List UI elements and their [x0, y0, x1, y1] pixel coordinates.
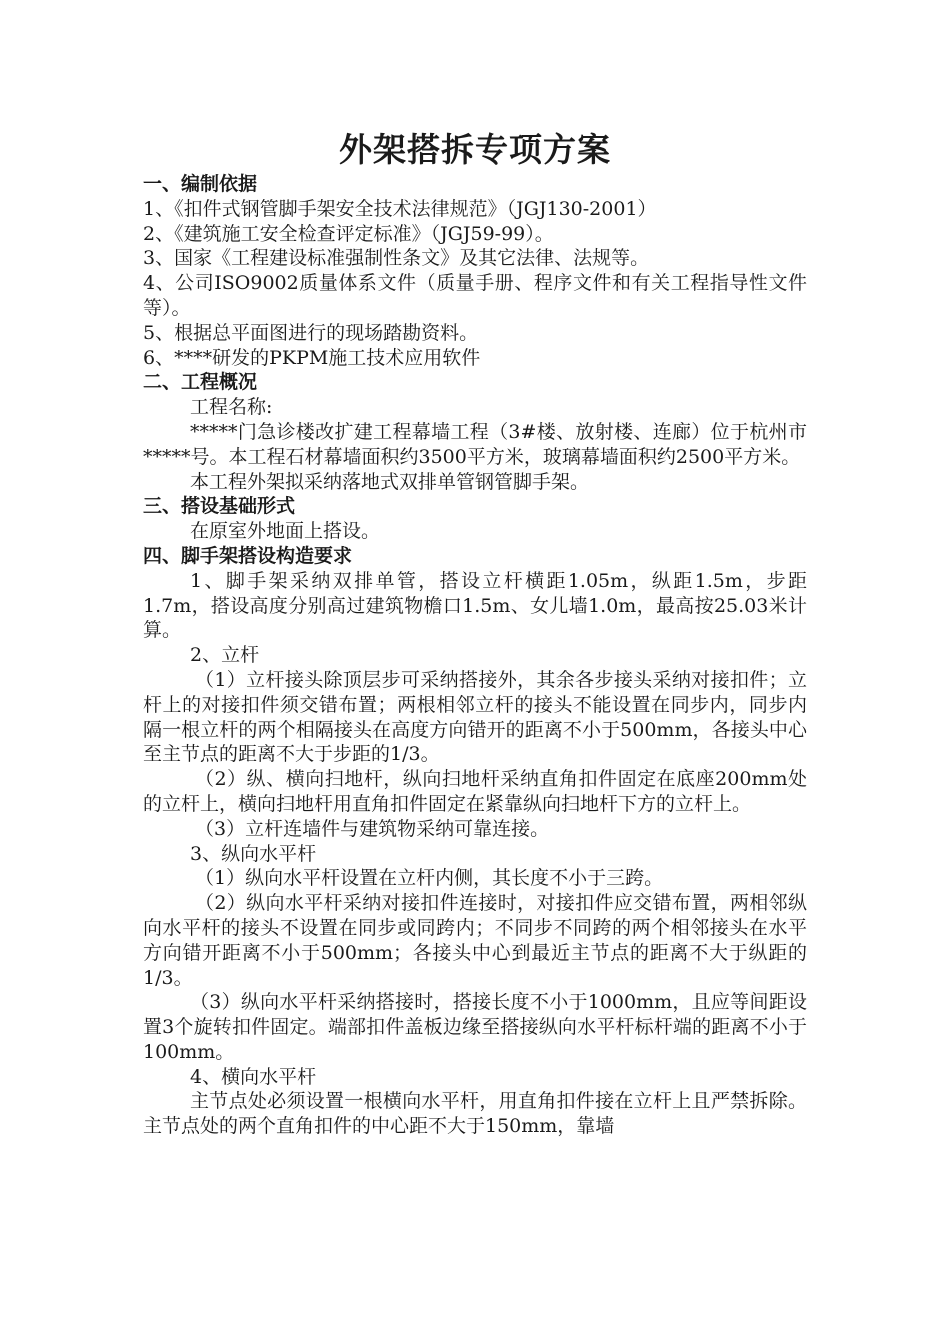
- section-heading-1: 一、编制依据: [143, 173, 258, 195]
- upright-pole-item-2: （2）纵、横向扫地杆，纵向扫地杆采纳直角扣件固定在底座200mm处的立杆上，横向扫地杆用直角扣件固定在紧靠纵向扫地杆下方的立杆上。: [143, 768, 807, 815]
- section-heading-2: 二、工程概况: [143, 371, 258, 394]
- longitudinal-bar-item-3: （3）纵向水平杆采纳搭接时，搭接长度不小于1000mm，且应等间距设置3个旋转扣件固定。端部扣件盖板边缘至搭接纵向水平杆标杆端的距离不小于100mm。: [143, 991, 807, 1063]
- document-title: 外架搭拆专项方案: [339, 130, 611, 169]
- subheading-longitudinal-bar: 3、纵向水平杆: [190, 842, 317, 865]
- foundation-paragraph: 在原室外地面上搭设。: [190, 520, 381, 543]
- subheading-upright-pole: 2、立杆: [190, 644, 260, 667]
- basis-item-6: 6、****研发的PKPM施工技术应用软件: [143, 346, 481, 369]
- section-heading-3: 三、搭设基础形式: [143, 495, 296, 518]
- basis-item-5: 5、根据总平面图进行的现场踏勘资料。: [143, 321, 479, 344]
- project-description: *****门急诊楼改扩建工程幕墙工程（3#楼、放射楼、连廊）位于杭州市*****号。本工程石材幕墙面积约3500平方米，玻璃幕墙面积约2500平方米。: [143, 420, 807, 468]
- transverse-bar-paragraph: 主节点处必须设置一根横向水平杆，用直角扣件接在立杆上且严禁拆除。主节点处的两个直角扣件的中心距不大于150mm，靠墙: [143, 1090, 807, 1138]
- basis-item-1: 1、《扣件式钢管脚手架安全技术法律规范》（JGJ130-2001）: [143, 197, 657, 220]
- upright-pole-item-3: （3）立杆连墙件与建筑物采纳可靠连接。: [195, 817, 550, 840]
- longitudinal-bar-item-1: （1）纵向水平杆设置在立杆内侧，其长度不小于三跨。: [195, 867, 664, 890]
- basis-item-2: 2、《建筑施工安全检查评定标准》（JGJ59-99）。: [143, 222, 554, 245]
- subheading-transverse-bar: 4、横向水平杆: [190, 1065, 317, 1088]
- requirement-1-paragraph: 1、脚手架采纳双排单管，搭设立杆横距1.05m，纵距1.5m，步距1.7m，搭设高度分别高过建筑物檐口1.5m、女儿墙1.0m，最高按25.03米计算。: [143, 569, 807, 642]
- basis-item-3: 3、国家《工程建设标准强制性条文》及其它法律、法规等。: [143, 247, 650, 270]
- section-heading-4: 四、脚手架搭设构造要求: [143, 544, 353, 567]
- document-body: [143, 172, 807, 1139]
- upright-pole-item-1: （1）立杆接头除顶层步可采纳搭接外，其余各步接头采纳对接扣件；立杆上的对接扣件须交错布置；两根相邻立杆的接头不能设置在同步内，同步内隔一根立杆的两个相隔接头在高度方向错开的距离不小于500mm，各接头中心至主节点的距离不大于步距的1/3。: [143, 668, 807, 766]
- longitudinal-bar-item-2: （2）纵向水平杆采纳对接扣件连接时，对接扣件应交错布置，两相邻纵向水平杆的接头不设置在同步或同跨内；不同步不同跨的两个相邻接头在水平方向错开距离不小于500mm；各接头中心到最近主节点的距离不大于纵距的1/3。: [143, 892, 807, 989]
- scaffold-type-paragraph: 本工程外架拟采纳落地式双排单管钢管脚手架。: [190, 470, 590, 493]
- project-name-label: 工程名称:: [190, 396, 273, 419]
- basis-item-4: 4、公司ISO9002质量体系文件（质量手册、程序文件和有关工程指导性文件等）。: [143, 272, 807, 319]
